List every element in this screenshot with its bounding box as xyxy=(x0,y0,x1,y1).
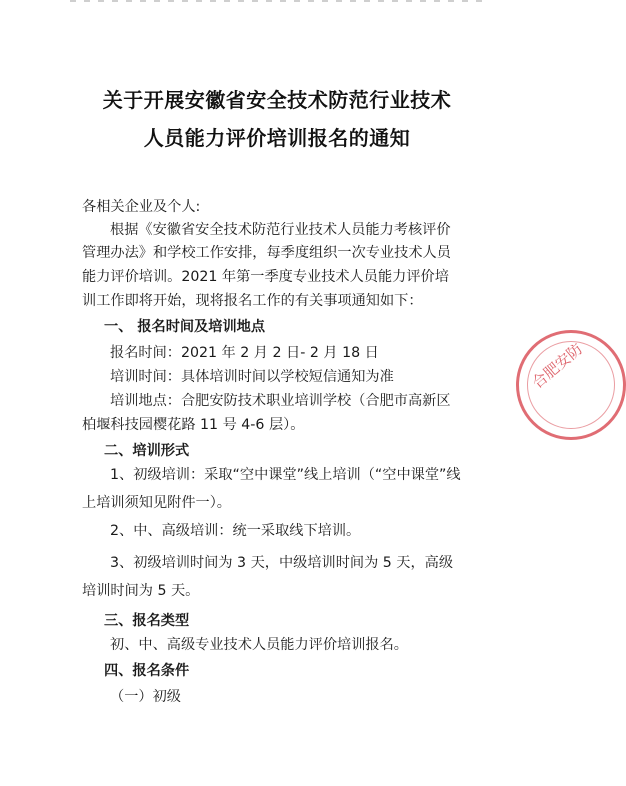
form-item-3-line-2: 培训时间为 5 天。 xyxy=(82,583,200,599)
paragraph-1-line-2: 管理办法》和学校工作安排，每季度组织一次专业技术人员 xyxy=(82,245,451,261)
section-4-heading: 四、报名条件 xyxy=(104,663,190,679)
training-location-line-1: 培训地点：合肥安防技术职业培训学校（合肥市高新区 xyxy=(110,393,451,409)
paragraph-1-line-3: 能力评价培训。2021 年第一季度专业技术人员能力评价培 xyxy=(82,269,449,285)
document-title-line-1: 关于开展安徽省安全技术防范行业技术 xyxy=(102,88,452,112)
paragraph-1-line-4: 训工作即将开始，现将报名工作的有关事项通知如下： xyxy=(82,293,423,309)
section-2-heading: 二、培训形式 xyxy=(104,443,190,459)
registration-time: 报名时间：2021 年 2 月 2 日- 2 月 18 日 xyxy=(110,345,379,361)
form-item-1-line-1: 1、初级培训：采取“空中课堂”线上培训（“空中课堂”线 xyxy=(110,467,461,483)
registration-type: 初、中、高级专业技术人员能力评价培训报名。 xyxy=(110,637,408,653)
section-3-heading: 三、报名类型 xyxy=(104,613,190,629)
condition-primary: （一）初级 xyxy=(110,689,181,705)
form-item-1-line-2: 上培训须知见附件一）。 xyxy=(82,495,231,511)
form-item-3-line-1: 3、初级培训时间为 3 天，中级培训时间为 5 天，高级 xyxy=(110,555,454,571)
salutation: 各相关企业及个人: xyxy=(82,199,201,215)
seal-text: 合肥安防 xyxy=(528,339,587,393)
form-item-2: 2、中、高级培训：统一采取线下培训。 xyxy=(110,523,361,539)
official-seal-stamp xyxy=(516,330,626,440)
document-title-line-2: 人员能力评价培训报名的通知 xyxy=(143,126,411,150)
scan-edge-mark xyxy=(70,0,490,2)
section-1-heading: 一、 报名时间及培训地点 xyxy=(104,319,266,335)
training-location-line-2: 柏堰科技园樱花路 11 号 4-6 层）。 xyxy=(82,417,305,433)
training-time: 培训时间：具体培训时间以学校短信通知为准 xyxy=(110,369,394,385)
paragraph-1-line-1: 根据《安徽省安全技术防范行业技术人员能力考核评价 xyxy=(110,222,451,238)
